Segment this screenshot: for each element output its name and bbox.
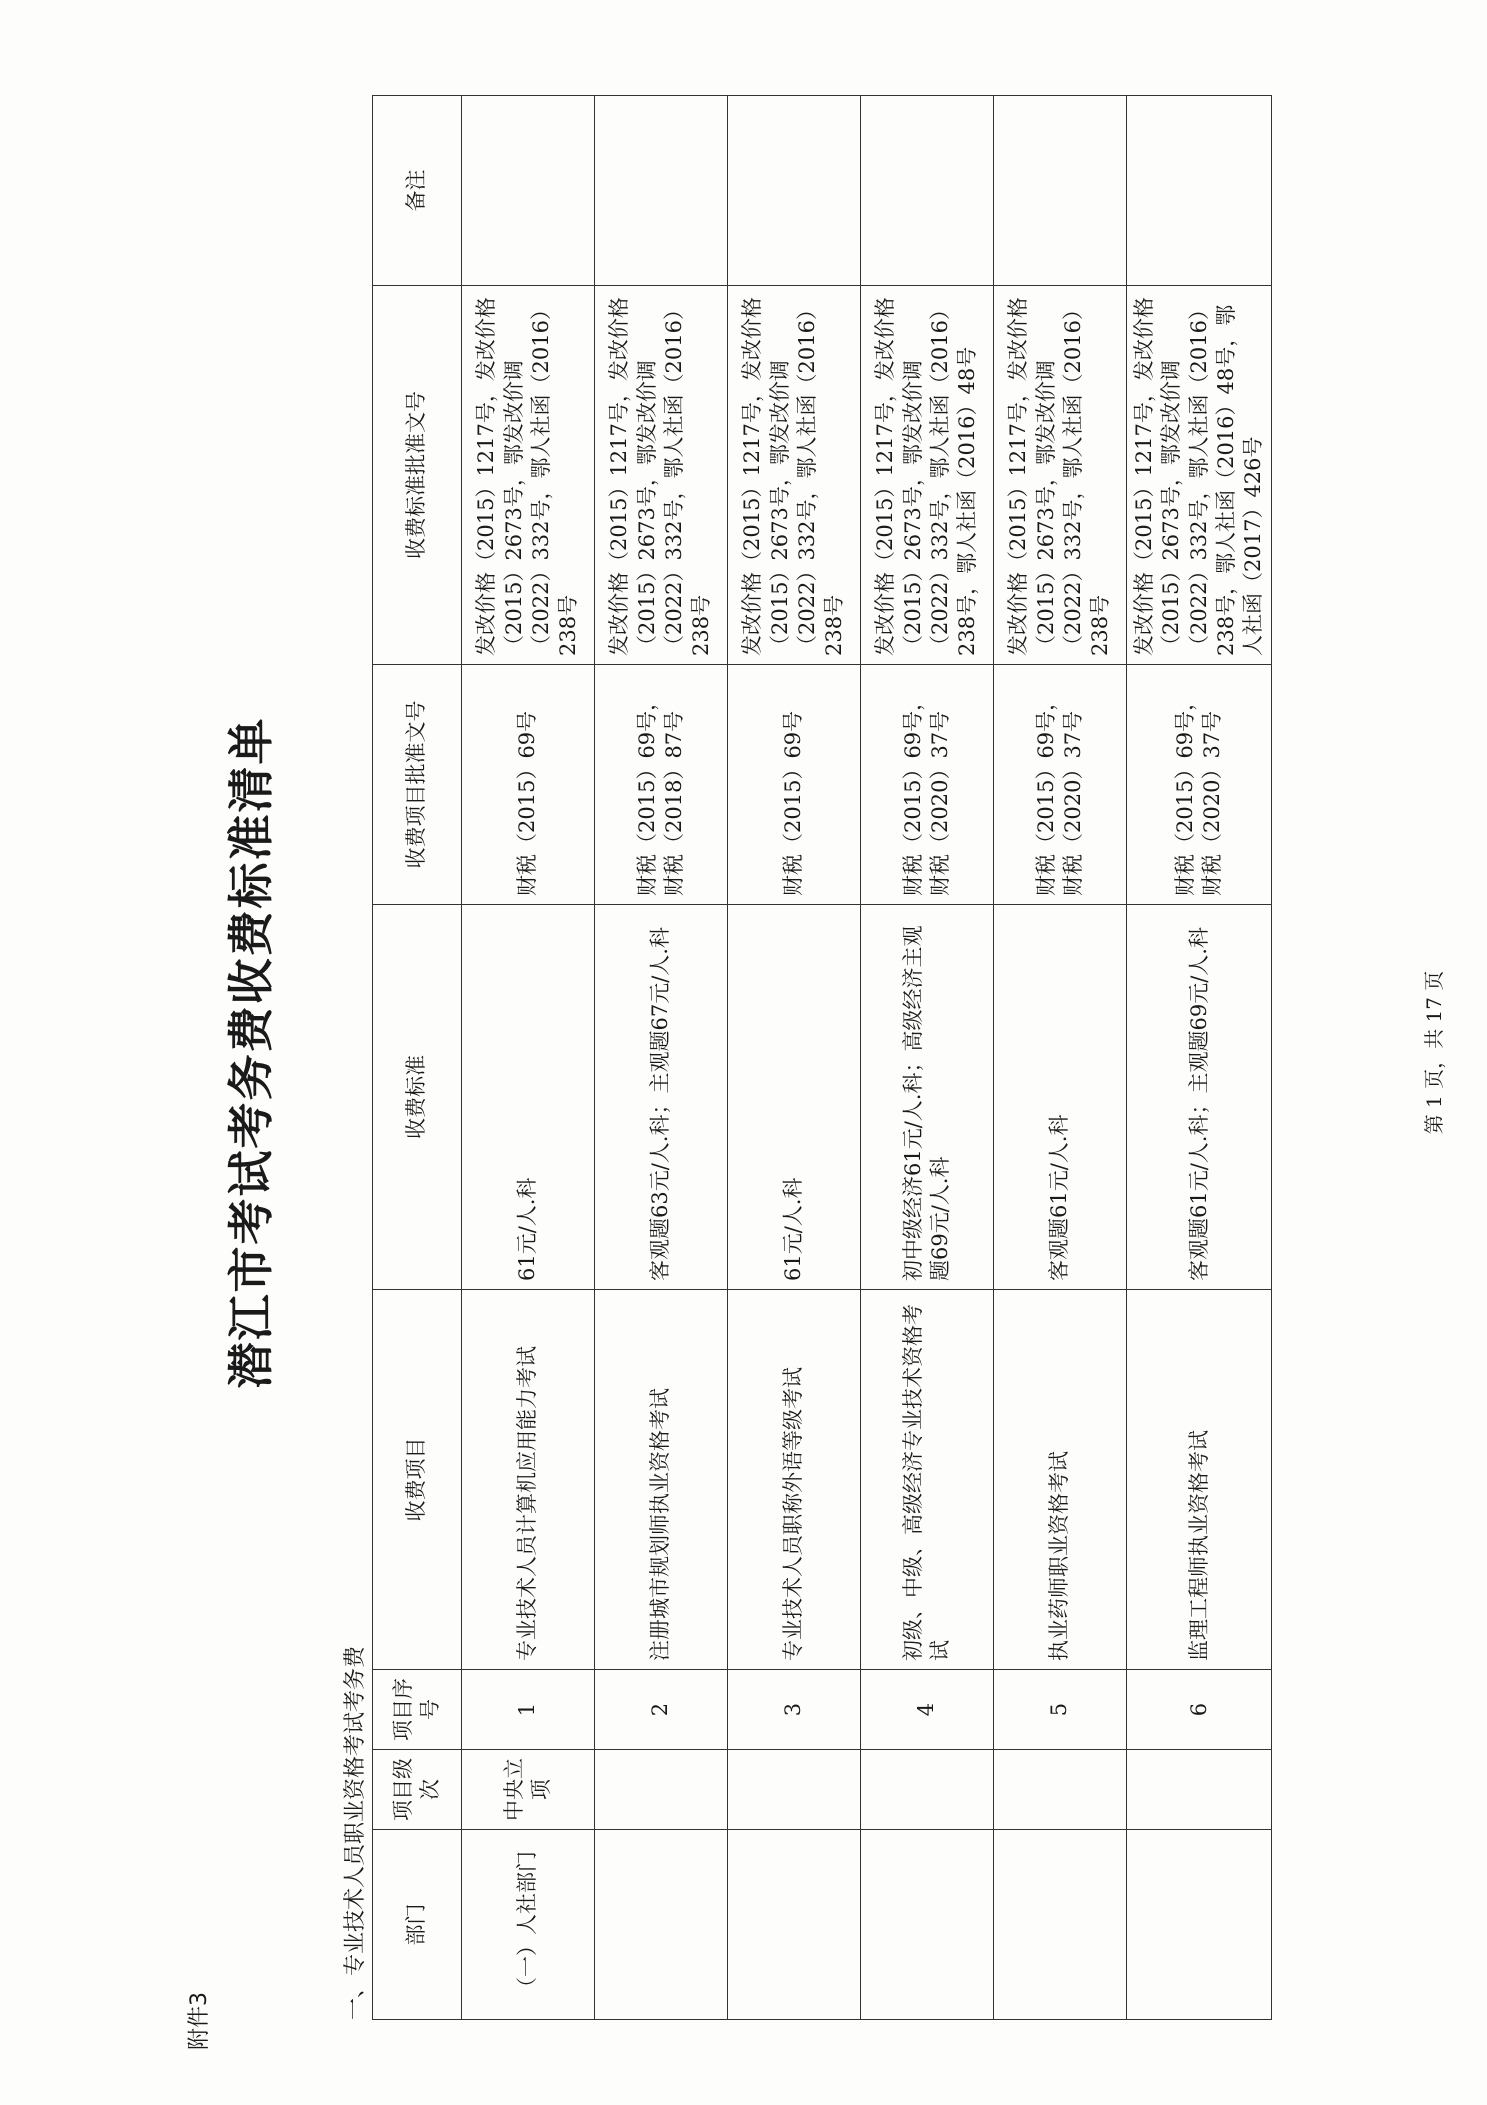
cell-note	[728, 96, 861, 286]
header-seq: 项目序号	[373, 1670, 462, 1750]
attachment-label: 附件3	[187, 1992, 212, 2050]
cell-standard-doc: 发改价格（2015）1217号，发改价格（2015）2673号，鄂发改价调（2022）332号，鄂人社函（2016）238号	[994, 286, 1127, 665]
cell-level	[1127, 1750, 1272, 1830]
header-project-doc: 收费项目批准文号	[373, 665, 462, 905]
table-row	[861, 96, 994, 2020]
cell-level	[861, 1750, 994, 1830]
cell-seq: 6	[1127, 1670, 1272, 1750]
cell-seq: 4	[861, 1670, 994, 1750]
cell-item: 监理工程师执业资格考试	[1127, 1290, 1272, 1670]
cell-standard-doc: 发改价格（2015）1217号，发改价格（2015）2673号，鄂发改价调（2022）332号，鄂人社函（2016）238号	[462, 286, 595, 665]
cell-standard-doc: 发改价格（2015）1217号，发改价格（2015）2673号，鄂发改价调（2022）332号，鄂人社函（2016）238号	[728, 286, 861, 665]
table-row	[728, 96, 861, 2020]
cell-project-doc: 财税（2015）69号，财税（2020）37号	[1127, 665, 1272, 905]
header-standard: 收费标准	[373, 905, 462, 1290]
cell-level	[994, 1750, 1127, 1830]
cell-standard: 客观题63元/人.科；主观题67元/人.科	[595, 905, 728, 1290]
cell-standard: 客观题61元/人.科；主观题69元/人.科	[1127, 905, 1272, 1290]
cell-dept	[595, 1830, 728, 2020]
table-row	[994, 96, 1127, 2020]
cell-item: 注册城市规划师执业资格考试	[595, 1290, 728, 1670]
cell-standard-doc: 发改价格（2015）1217号，发改价格（2015）2673号，鄂发改价调（2022）332号，鄂人社函（2016）238号，鄂人社函（2016）48号	[861, 286, 994, 665]
cell-note	[595, 96, 728, 286]
table-row	[595, 96, 728, 2020]
header-dept: 部门	[373, 1830, 462, 2020]
cell-standard-doc: 发改价格（2015）1217号，发改价格（2015）2673号，鄂发改价调（2022）332号，鄂人社函（2016）238号，鄂人社函（2016）48号，鄂人社函（2017）426号	[1127, 286, 1272, 665]
cell-standard: 客观题61元/人.科	[994, 905, 1127, 1290]
cell-seq: 1	[462, 1670, 595, 1750]
cell-project-doc: 财税（2015）69号	[728, 665, 861, 905]
cell-level	[728, 1750, 861, 1830]
table-row	[462, 96, 595, 2020]
cell-note	[994, 96, 1127, 286]
cell-note	[861, 96, 994, 286]
cell-item: 专业技术人员职称外语等级考试	[728, 1290, 861, 1670]
section-heading: 一、专业技术人员职业资格考试考务费	[343, 1645, 368, 2020]
cell-note	[462, 96, 595, 286]
cell-standard: 61元/人.科	[728, 905, 861, 1290]
cell-item: 专业技术人员计算机应用能力考试	[462, 1290, 595, 1670]
page-footer: 第 1 页，共 17 页	[1422, 970, 1446, 1135]
header-item: 收费项目	[373, 1290, 462, 1670]
table-row	[1127, 96, 1272, 2020]
cell-dept	[728, 1830, 861, 2020]
cell-dept: （一）人社部门	[462, 1830, 595, 2020]
cell-project-doc: 财税（2015）69号，财税（2020）37号	[994, 665, 1127, 905]
cell-standard: 初中级经济61元/人.科；高级经济主观题69元/人.科	[861, 905, 994, 1290]
header-level: 项目级次	[373, 1750, 462, 1830]
cell-project-doc: 财税（2015）69号，财税（2020）37号	[861, 665, 994, 905]
cell-dept	[861, 1830, 994, 2020]
cell-seq: 2	[595, 1670, 728, 1750]
cell-item: 执业药师职业资格考试	[994, 1290, 1127, 1670]
fee-standard-table	[372, 95, 1272, 2020]
cell-level	[595, 1750, 728, 1830]
cell-seq: 3	[728, 1670, 861, 1750]
cell-project-doc: 财税（2015）69号，财税（2018）87号	[595, 665, 728, 905]
cell-dept	[1127, 1830, 1272, 2020]
cell-project-doc: 财税（2015）69号	[462, 665, 595, 905]
header-standard-doc: 收费标准批准文号	[373, 286, 462, 665]
cell-item: 初级、中级、高级经济专业技术资格考试	[861, 1290, 994, 1670]
cell-level: 中央立项	[462, 1750, 595, 1830]
cell-note	[1127, 96, 1272, 286]
header-note: 备注	[373, 96, 462, 286]
table-header-row	[373, 96, 462, 2020]
cell-seq: 5	[994, 1670, 1127, 1750]
document-title: 潜江市考试考务费收费标准清单	[224, 716, 278, 1389]
cell-standard: 61元/人.科	[462, 905, 595, 1290]
cell-standard-doc: 发改价格（2015）1217号，发改价格（2015）2673号，鄂发改价调（2022）332号，鄂人社函（2016）238号	[595, 286, 728, 665]
cell-dept	[994, 1830, 1127, 2020]
